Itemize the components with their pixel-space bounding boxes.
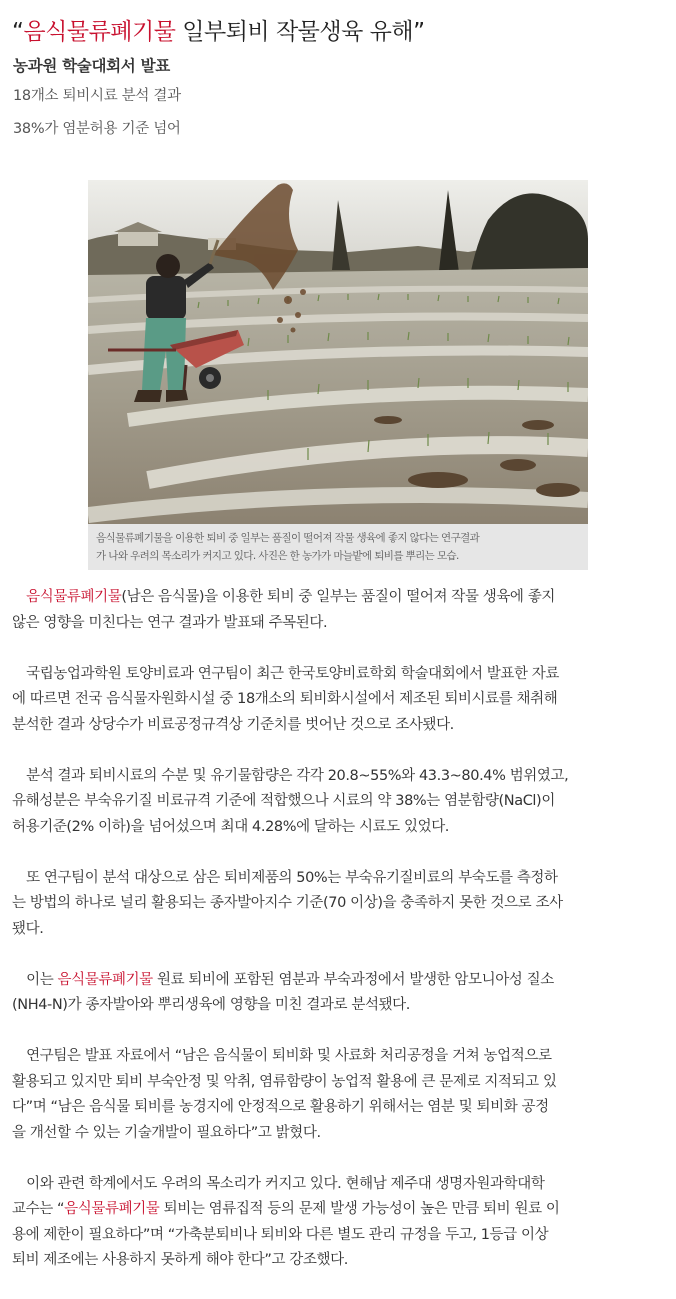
line-text: (남은 음식물)을 이용한 퇴비 중 일부는 품질이 떨어져 작물 생육에 좋지: [121, 589, 555, 605]
line-text: 는 방법의 하나로 널리 활용되는 종자발아지수 기준(70 이상)을 충족하지 못한 것으로 조사: [12, 895, 563, 911]
line-text: 허용기준(2% 이하)을 넘어섰으며 최대 4.28%에 달하는 시료도 있었다.: [12, 818, 450, 835]
photo-caption: [88, 524, 588, 570]
line-text: 용에 제한이 필요하다”며 “가축분퇴비나 퇴비와 다른 별도 관리 규정을 두고, 1등급 이상: [12, 1226, 549, 1243]
paragraph-line: [12, 585, 664, 611]
line-text: 에 따르면 전국 음식물자원화시설 중 18개소의 퇴비화시설에서 제조된 퇴비시료를 채취해: [12, 691, 558, 707]
paragraph-line: [12, 611, 664, 637]
line-text: 다”며 “남은 음식물 퇴비를 농경지에 안정적으로 활용하기 위해서는 염분 및 퇴비화 공정: [12, 1099, 549, 1115]
subtitle: 18개소 퇴비시료 분석 결과: [13, 88, 181, 104]
paragraph-line: [12, 764, 664, 790]
article-paragraph: [12, 1172, 664, 1274]
photo-figure: [88, 180, 588, 570]
line-text: 이와 관련 학계에서도 우려의 목소리가 커지고 있다. 현해남 제주대 생명자원과학대학: [12, 1175, 545, 1192]
line-text: 원료 퇴비에 포함된 염분과 부숙과정에서 발생한 암모니아성 질소: [152, 971, 554, 988]
paragraph-line: [12, 1044, 664, 1070]
highlight-keyword: 음식물류폐기물: [26, 589, 122, 605]
paragraph-line: [12, 917, 664, 943]
paragraph-line: [12, 687, 664, 713]
article-body: [12, 585, 664, 1299]
line-text: 을 개선할 수 있는 기술개발이 필요하다”고 밝혔다.: [12, 1124, 321, 1141]
headline: [12, 16, 672, 48]
headline-rest: 일부퇴비 작물생육 유해”: [175, 19, 425, 45]
paragraph-line: [12, 1223, 664, 1249]
line-text: 퇴비는 염류집적 등의 문제 발생 가능성이 높은 만큼 퇴비 원료 이: [159, 1201, 560, 1217]
paragraph-line: [12, 968, 664, 994]
line-text: (NH4-N)가 종자발아와 뿌리생육에 영향을 미친 결과로 분석됐다.: [12, 997, 410, 1013]
line-text: 국립농업과학원 토양비료과 연구팀이 최근 한국토양비료학회 학술대회에서 발표한 자료: [12, 665, 560, 682]
headline-open-quote: “: [12, 19, 24, 45]
line-text: 또 연구팀이 분석 대상으로 삼은 퇴비제품의 50%는 부숙유기질비료의 부숙도를 측정하: [12, 869, 558, 886]
paragraph-line: [12, 1070, 664, 1096]
line-text: 활용되고 있지만 퇴비 부숙안정 및 악취, 염류함량이 농업적 활용에 큰 문제로 지적되고 있: [12, 1073, 557, 1090]
line-text: 교수는 “: [12, 1201, 65, 1217]
paragraph-line: [12, 1095, 664, 1121]
paragraph-line: [12, 993, 664, 1019]
paragraph-line: [12, 662, 664, 688]
paragraph-line: [12, 713, 664, 739]
line-text: 분석 결과 퇴비시료의 수분 및 유기물함량은 각각 20.8~55%와 43.3~80.4% 범위였고,: [12, 767, 569, 784]
line-text: 연구팀은 발표 자료에서 “남은 음식물이 퇴비화 및 사료화 처리공정을 거쳐 농업적으로: [12, 1048, 552, 1064]
article-paragraph: [12, 662, 664, 739]
line-text: 이는: [12, 971, 58, 988]
paragraph-line: [12, 1197, 664, 1223]
paragraph-line: [12, 891, 664, 917]
subtitle: 농과원 학술대회서 발표: [13, 57, 170, 75]
paragraph-line: [12, 866, 664, 892]
line-text: 퇴비 제조에는 사용하지 못하게 해야 한다”고 강조했다.: [12, 1252, 348, 1268]
article-paragraph: [12, 866, 664, 943]
paragraph-line: [12, 1121, 664, 1147]
line-text: 유해성분은 부숙유기질 비료규격 기준에 적합했으나 시료의 약 38%는 염분함량(NaCl)이: [12, 793, 555, 809]
highlight-keyword: 음식물류폐기물: [64, 1201, 160, 1217]
paragraph-line: [12, 789, 664, 815]
line-text: [12, 589, 26, 605]
article-paragraph: [12, 764, 664, 841]
paragraph-line: [12, 1172, 664, 1198]
paragraph-line: [12, 1248, 664, 1274]
article-paragraph: [12, 968, 664, 1019]
line-text: 됐다.: [12, 920, 44, 937]
line-text: 분석한 결과 상당수가 비료공정규격상 기준치를 벗어난 것으로 조사됐다.: [12, 716, 454, 733]
article-paragraph: [12, 585, 664, 636]
article-paragraph: [12, 1044, 664, 1146]
farm-photo: [88, 180, 588, 524]
photo-caption-line: 가 나와 우려의 목소리가 커지고 있다. 사진은 한 농가가 마늘밭에 퇴비를 뿌리는 모습.: [96, 550, 459, 562]
photo-caption-line: 음식물류폐기물을 이용한 퇴비 중 일부는 품질이 떨어져 작물 생육에 좋지 않다는 연구결과: [96, 532, 480, 544]
paragraph-line: [12, 815, 664, 841]
headline-highlight: 음식물류폐기물: [23, 19, 176, 45]
line-text: 않은 영향을 미친다는 연구 결과가 발표돼 주목된다.: [12, 614, 328, 631]
highlight-keyword: 음식물류폐기물: [57, 971, 153, 988]
subtitle: 38%가 염분허용 기준 넘어: [13, 121, 181, 137]
